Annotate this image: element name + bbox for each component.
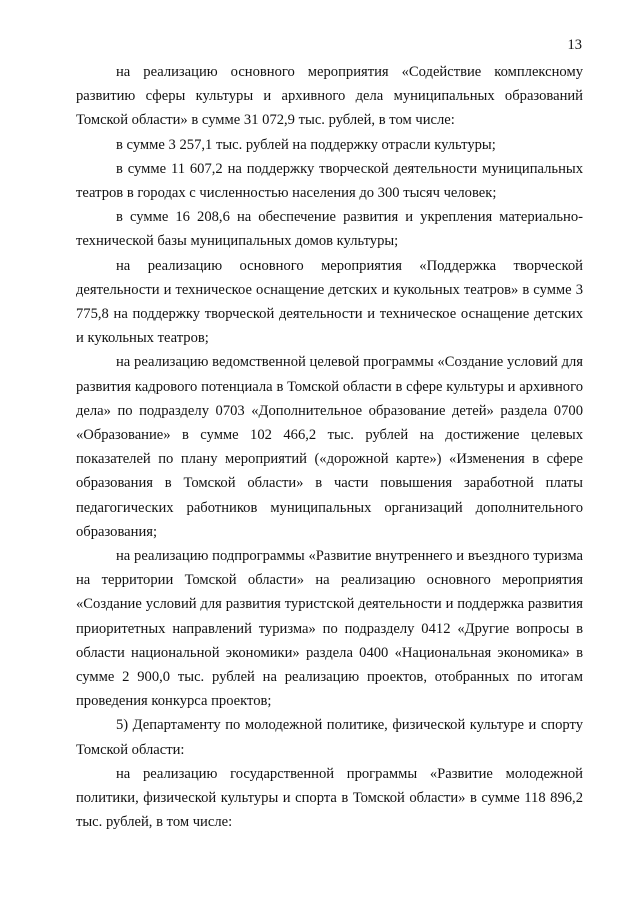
paragraph-tourism-subprogram: на реализацию подпрограммы «Развитие внутреннего и въездного туризма на территории Томской области» на реализацию основного мероприятия «Создание условий для развития туристской деятельности и поддержка развития приоритетных направлений туризма» по подразделу 0412 «Другие вопросы в области национальной экономики» раздела 0400 «Национальная экономика» в сумме 2 900,0 тыс. рублей на реализацию проектов, отобранных по итогам проведения конкурса проектов; (76, 548, 583, 710)
paragraph-theatres-support: в сумме 11 607,2 на поддержку творческой деятельности муниципальных театров в городах с численностью населения до 300 тысяч человек; (76, 160, 583, 202)
paragraph-culture-support: в сумме 3 257,1 тыс. рублей на поддержку отрасли культуры; (116, 136, 496, 153)
paragraph-youth-department: 5) Департаменту по молодежной политике, физической культуре и спорту Томской области: (76, 717, 583, 758)
paragraph-culture-development: на реализацию основного мероприятия «Содействие комплексному развитию сферы культуры и архивного дела муниципальных образований Томской области» в сумме 31 072,9 тыс. рублей, в том числе: (76, 64, 583, 129)
page-number: 13 (567, 37, 582, 53)
paragraph-houses-of-culture: в сумме 16 208,6 на обеспечение развития и укрепления материально-технической базы муниципальных домов культуры; (76, 209, 583, 250)
paragraph-children-theatres: на реализацию основного мероприятия «Поддержка творческой деятельности и техническое оснащение детских и кукольных театров» в сумме 3 775,8 на поддержку творческой деятельности и техническое оснащение детских и кукольных театров; (76, 257, 583, 347)
paragraph-staff-potential-program: на реализацию ведомственной целевой программы «Создание условий для развития кадрового потенциала в Томской области в сфере культуры и архивного дела» по подразделу 0703 «Дополнительное образование детей» раздела 0700 «Образование» в сумме 102 466,2 тыс. рублей на достижение целевых показателей по плану мероприятий («дорожной карте») «Изменения в сфере образования в Томской области» в части повышения заработной платы педагогических работников муниципальных организаций дополнительного образования; (76, 354, 583, 540)
document-body (76, 60, 583, 835)
paragraph-youth-program: на реализацию государственной программы «Развитие молодежной политики, физической культуры и спорта в Томской области» в сумме 118 896,2 тыс. рублей, в том числе: (76, 765, 583, 831)
